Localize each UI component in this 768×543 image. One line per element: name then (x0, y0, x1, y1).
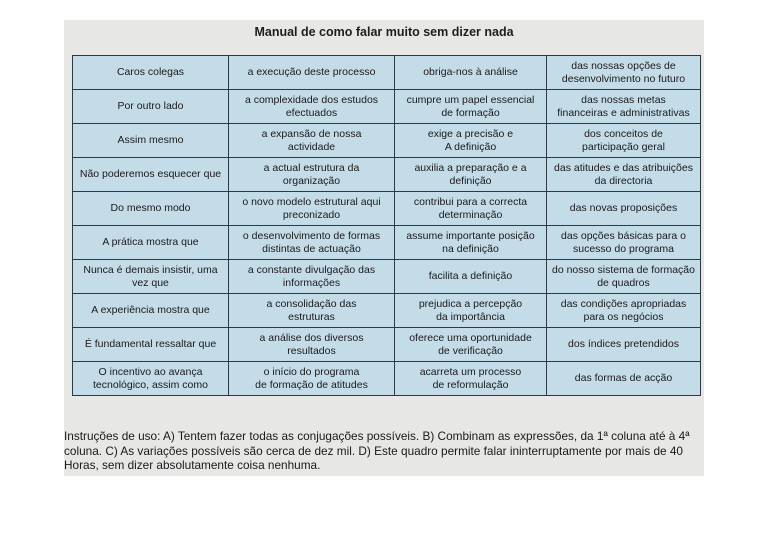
table-cell: contribui para a correcta determinação (395, 192, 547, 226)
table-cell: o novo modelo estrutural aqui preconizado (229, 192, 395, 226)
table-cell: auxilia a preparação e a definição (395, 158, 547, 192)
table-cell: oferece uma oportunidade de verificação (395, 328, 547, 362)
table-cell: do nosso sistema de formação de quadros (547, 260, 701, 294)
table-cell: dos índices pretendidos (547, 328, 701, 362)
table-cell: assume importante posição na definição (395, 226, 547, 260)
table-cell: Caros colegas (73, 56, 229, 90)
table-cell: a expansão de nossa actividade (229, 124, 395, 158)
table-row (73, 362, 701, 396)
table-row (73, 226, 701, 260)
table-cell: Não poderemos esquecer que (73, 158, 229, 192)
table-row (73, 192, 701, 226)
table-cell: A prática mostra que (73, 226, 229, 260)
table-cell: Assim mesmo (73, 124, 229, 158)
table-cell: das condições apropriadas para os negócios (547, 294, 701, 328)
table-row (73, 328, 701, 362)
table-row (73, 294, 701, 328)
phrase-table-body (73, 56, 701, 396)
scanned-page (64, 20, 704, 476)
table-cell: das novas proposições (547, 192, 701, 226)
table-cell: das formas de acção (547, 362, 701, 396)
table-cell: Por outro lado (73, 90, 229, 124)
table-cell: obriga-nos à análise (395, 56, 547, 90)
table-row (73, 124, 701, 158)
table-cell: prejudica a percepção da importância (395, 294, 547, 328)
table-cell: Nunca é demais insistir, uma vez que (73, 260, 229, 294)
table-cell: a complexidade dos estudos efectuados (229, 90, 395, 124)
table-row (73, 56, 701, 90)
table-cell: a actual estrutura da organização (229, 158, 395, 192)
table-cell: o desenvolvimento de formas distintas de actuação (229, 226, 395, 260)
table-row (73, 90, 701, 124)
table-cell: O incentivo ao avança tecnológico, assim como (73, 362, 229, 396)
table-cell: o início do programa de formação de atitudes (229, 362, 395, 396)
table-cell: a execução deste processo (229, 56, 395, 90)
table-cell: facilita a definição (395, 260, 547, 294)
document-title: Manual de como falar muito sem dizer nada (254, 25, 514, 39)
table-cell: das atitudes e das atribuições da directoria (547, 158, 701, 192)
table-cell: cumpre um papel essencial de formação (395, 90, 547, 124)
table-cell: das nossas opções de desenvolvimento no futuro (547, 56, 701, 90)
table-cell: das nossas metas financeiras e administrativas (547, 90, 701, 124)
table-cell: É fundamental ressaltar que (73, 328, 229, 362)
table-row (73, 260, 701, 294)
table-cell: a constante divulgação das informações (229, 260, 395, 294)
usage-instructions: Instruções de uso: A) Tentem fazer todas as conjugações possíveis. B) Combinam as expressões, da 1ª coluna até à 4ª coluna. C) As variações possíveis são cerca de dez mil. D) Este quadro permite falar ininterruptamente por mais de 40 Horas, sem dizer absolutamente coisa nenhuma. (64, 429, 690, 472)
table-cell: das opções básicas para o sucesso do programa (547, 226, 701, 260)
table-cell: a consolidação das estruturas (229, 294, 395, 328)
table-cell: A experiência mostra que (73, 294, 229, 328)
table-cell: Do mesmo modo (73, 192, 229, 226)
table-cell: exige a precisão e A definição (395, 124, 547, 158)
table-cell: acarreta um processo de reformulação (395, 362, 547, 396)
table-cell: dos conceitos de participação geral (547, 124, 701, 158)
table-cell: a análise dos diversos resultados (229, 328, 395, 362)
table-row (73, 158, 701, 192)
phrase-table (72, 55, 701, 396)
